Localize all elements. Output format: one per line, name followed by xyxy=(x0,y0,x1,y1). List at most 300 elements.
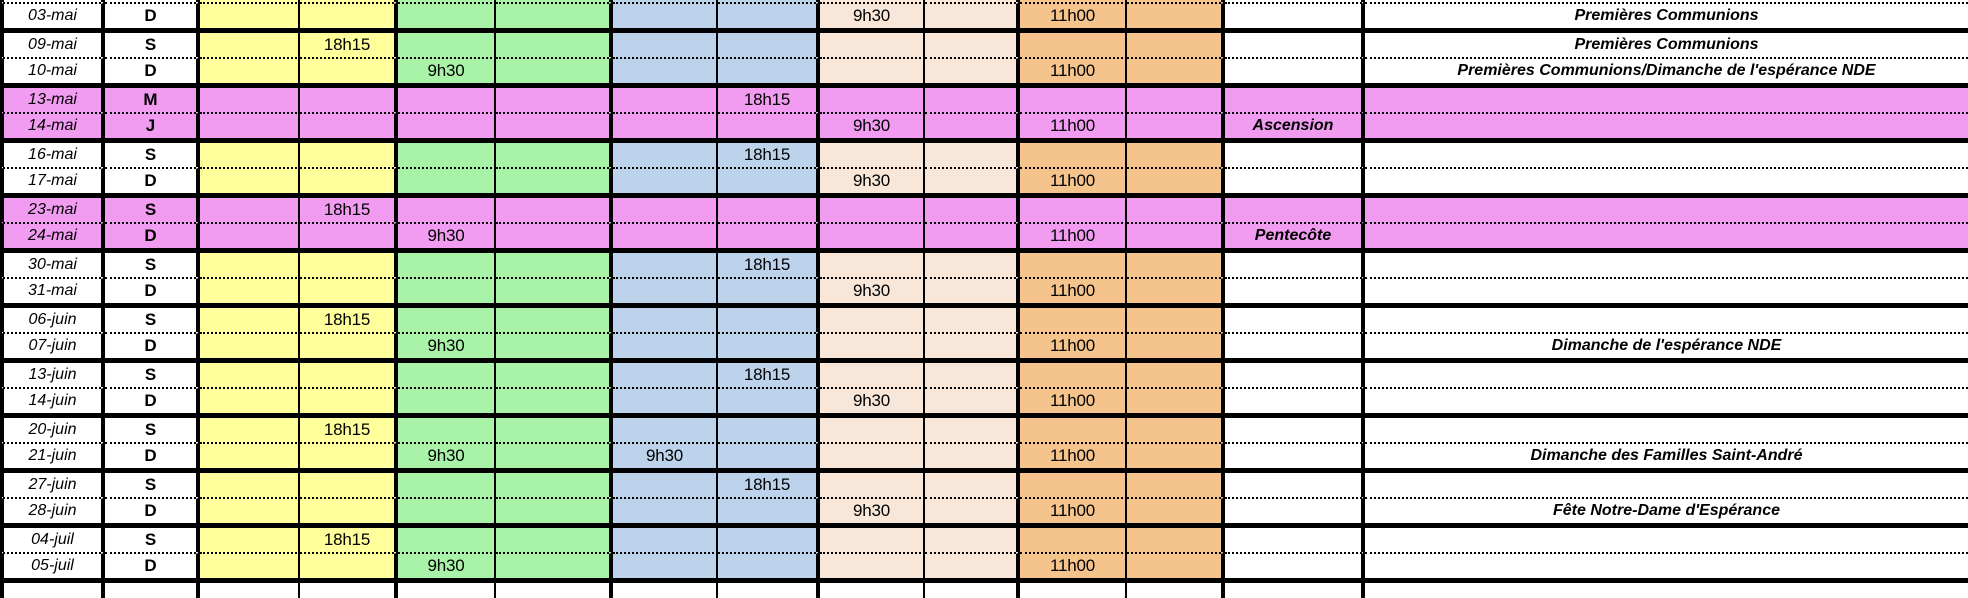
cell-special[interactable] xyxy=(1225,387,1365,413)
cell-slot-4[interactable] xyxy=(496,83,613,112)
cell-event[interactable] xyxy=(1365,552,1968,578)
cell-slot-7[interactable] xyxy=(820,332,925,358)
cell-slot-5[interactable] xyxy=(613,387,718,413)
cell-slot-3[interactable] xyxy=(398,167,496,193)
cell-date[interactable]: 03-mai xyxy=(0,2,105,28)
cell-slot-3[interactable] xyxy=(398,28,496,57)
cell-event[interactable]: Dimanche de l'espérance NDE xyxy=(1365,332,1968,358)
cell-event[interactable] xyxy=(1365,83,1968,112)
cell-slot-5[interactable] xyxy=(613,332,718,358)
cell-date[interactable]: 17-mai xyxy=(0,167,105,193)
cell-slot-5[interactable] xyxy=(613,277,718,303)
cell-slot-9[interactable] xyxy=(1020,248,1127,277)
cell-slot-1[interactable] xyxy=(200,28,300,57)
cell-slot-8[interactable] xyxy=(925,358,1020,387)
cell-slot-4[interactable] xyxy=(496,28,613,57)
cell-slot-4[interactable] xyxy=(496,358,613,387)
cell-special[interactable] xyxy=(1225,358,1365,387)
cell-slot-8[interactable] xyxy=(925,303,1020,332)
cell-slot-9[interactable] xyxy=(1020,193,1127,222)
cell-date[interactable]: 09-mai xyxy=(0,28,105,57)
cell-slot-4[interactable] xyxy=(496,167,613,193)
cell-slot-1[interactable] xyxy=(200,138,300,167)
cell-event[interactable] xyxy=(1365,277,1968,303)
cell-slot-5[interactable] xyxy=(613,413,718,442)
cell-slot-9[interactable] xyxy=(1020,28,1127,57)
cell-slot-1[interactable] xyxy=(200,358,300,387)
cell-slot-8[interactable] xyxy=(925,413,1020,442)
cell-slot-9[interactable]: 11h00 xyxy=(1020,497,1127,523)
cell-slot-6[interactable] xyxy=(718,413,820,442)
cell-slot-10[interactable] xyxy=(1127,83,1225,112)
cell-slot-2[interactable] xyxy=(300,83,398,112)
cell-slot-1[interactable] xyxy=(200,303,300,332)
cell-day[interactable]: S xyxy=(105,248,200,277)
cell-slot-5[interactable]: 9h30 xyxy=(613,442,718,468)
cell-slot-10[interactable] xyxy=(1127,413,1225,442)
cell-slot-4[interactable] xyxy=(496,552,613,578)
cell-slot-8[interactable] xyxy=(925,442,1020,468)
cell-day[interactable]: D xyxy=(105,442,200,468)
cell-slot-3[interactable] xyxy=(398,138,496,167)
cell-slot-7[interactable]: 9h30 xyxy=(820,112,925,138)
cell-special[interactable] xyxy=(1225,442,1365,468)
cell-date[interactable]: 05-juil xyxy=(0,552,105,578)
cell-slot-5[interactable] xyxy=(613,248,718,277)
cell-slot-1[interactable] xyxy=(200,277,300,303)
cell-day[interactable]: S xyxy=(105,468,200,497)
cell-slot-6[interactable] xyxy=(718,387,820,413)
cell-day[interactable]: S xyxy=(105,28,200,57)
cell-slot-6[interactable]: 18h15 xyxy=(718,358,820,387)
cell-slot-7[interactable] xyxy=(820,552,925,578)
cell-special[interactable] xyxy=(1225,497,1365,523)
cell-event[interactable]: Fête Notre-Dame d'Espérance xyxy=(1365,497,1968,523)
cell-slot-7[interactable] xyxy=(820,468,925,497)
cell-slot-3[interactable]: 9h30 xyxy=(398,57,496,83)
cell-slot-3[interactable] xyxy=(398,112,496,138)
cell-slot-5[interactable] xyxy=(613,552,718,578)
cell-event[interactable] xyxy=(1365,468,1968,497)
cell-slot-9[interactable] xyxy=(1020,303,1127,332)
cell-slot-6[interactable] xyxy=(718,277,820,303)
cell-slot-7[interactable] xyxy=(820,138,925,167)
cell-event[interactable] xyxy=(1365,138,1968,167)
cell-slot-10[interactable] xyxy=(1127,552,1225,578)
cell-slot-7[interactable] xyxy=(820,28,925,57)
cell-slot-9[interactable] xyxy=(1020,523,1127,552)
cell-slot-6[interactable] xyxy=(718,167,820,193)
cell-slot-10[interactable] xyxy=(1127,277,1225,303)
cell-slot-6[interactable]: 18h15 xyxy=(718,83,820,112)
cell-slot-5[interactable] xyxy=(613,138,718,167)
cell-slot-2[interactable] xyxy=(300,387,398,413)
cell-slot-8[interactable] xyxy=(925,112,1020,138)
cell-slot-3[interactable] xyxy=(398,358,496,387)
cell-event[interactable] xyxy=(1365,303,1968,332)
cell-day[interactable]: D xyxy=(105,387,200,413)
cell-date[interactable]: 13-mai xyxy=(0,83,105,112)
cell-slot-1[interactable] xyxy=(200,2,300,28)
cell-special[interactable] xyxy=(1225,28,1365,57)
cell-event[interactable] xyxy=(1365,193,1968,222)
cell-slot-2[interactable] xyxy=(300,332,398,358)
cell-slot-8[interactable] xyxy=(925,387,1020,413)
cell-date[interactable]: 21-juin xyxy=(0,442,105,468)
cell-slot-1[interactable] xyxy=(200,112,300,138)
cell-slot-4[interactable] xyxy=(496,222,613,248)
cell-day[interactable]: S xyxy=(105,358,200,387)
cell-day[interactable]: D xyxy=(105,167,200,193)
cell-date[interactable]: 04-juil xyxy=(0,523,105,552)
cell-slot-9[interactable] xyxy=(1020,413,1127,442)
cell-slot-1[interactable] xyxy=(200,497,300,523)
table-row xyxy=(0,193,1968,222)
cell-slot-3[interactable]: 9h30 xyxy=(398,332,496,358)
cell-date[interactable]: 30-mai xyxy=(0,248,105,277)
cell-special[interactable]: Pentecôte xyxy=(1225,222,1365,248)
cell-slot-2[interactable] xyxy=(300,138,398,167)
cell-slot-1[interactable] xyxy=(200,83,300,112)
cell-day[interactable]: D xyxy=(105,2,200,28)
cell-special[interactable] xyxy=(1225,523,1365,552)
cell-slot-1[interactable] xyxy=(200,523,300,552)
cell-slot-4[interactable] xyxy=(496,57,613,83)
cell-slot-10[interactable] xyxy=(1127,497,1225,523)
cell-slot-9[interactable]: 11h00 xyxy=(1020,57,1127,83)
cell-day[interactable]: S xyxy=(105,413,200,442)
cell-slot-2[interactable] xyxy=(300,358,398,387)
cell-day[interactable]: D xyxy=(105,332,200,358)
cell-slot-5[interactable] xyxy=(613,358,718,387)
cell-slot-7[interactable] xyxy=(820,523,925,552)
cell-slot-10[interactable] xyxy=(1127,222,1225,248)
cell-slot-4[interactable] xyxy=(496,387,613,413)
cell-slot-10[interactable] xyxy=(1127,167,1225,193)
cell-slot-3[interactable] xyxy=(398,468,496,497)
cell-slot-5[interactable] xyxy=(613,303,718,332)
cell-slot-7[interactable] xyxy=(820,248,925,277)
cell-slot-6[interactable] xyxy=(718,303,820,332)
cell-slot-6[interactable] xyxy=(718,193,820,222)
cell-day[interactable]: D xyxy=(105,497,200,523)
cell-slot-3[interactable] xyxy=(398,83,496,112)
cell-date[interactable]: 06-juin xyxy=(0,303,105,332)
cell-slot-1[interactable] xyxy=(200,222,300,248)
cell-slot-3[interactable] xyxy=(398,523,496,552)
cell-clipped xyxy=(1365,578,1968,598)
cell-special[interactable] xyxy=(1225,138,1365,167)
cell-slot-9[interactable]: 11h00 xyxy=(1020,112,1127,138)
cell-event[interactable]: Premières Communions xyxy=(1365,2,1968,28)
cell-slot-1[interactable] xyxy=(200,552,300,578)
cell-slot-7[interactable]: 9h30 xyxy=(820,387,925,413)
cell-slot-9[interactable] xyxy=(1020,83,1127,112)
cell-slot-9[interactable]: 11h00 xyxy=(1020,332,1127,358)
cell-date[interactable]: 31-mai xyxy=(0,277,105,303)
cell-slot-5[interactable] xyxy=(613,523,718,552)
cell-slot-7[interactable] xyxy=(820,57,925,83)
cell-event[interactable]: Dimanche des Familles Saint-André xyxy=(1365,442,1968,468)
cell-slot-2[interactable] xyxy=(300,167,398,193)
cell-slot-4[interactable] xyxy=(496,2,613,28)
cell-slot-5[interactable] xyxy=(613,167,718,193)
cell-slot-7[interactable] xyxy=(820,303,925,332)
cell-slot-6[interactable] xyxy=(718,497,820,523)
cell-slot-7[interactable]: 9h30 xyxy=(820,497,925,523)
cell-slot-2[interactable]: 18h15 xyxy=(300,523,398,552)
cell-slot-6[interactable]: 18h15 xyxy=(718,138,820,167)
cell-slot-8[interactable] xyxy=(925,57,1020,83)
cell-slot-7[interactable] xyxy=(820,442,925,468)
cell-slot-4[interactable] xyxy=(496,442,613,468)
cell-slot-3[interactable] xyxy=(398,413,496,442)
cell-slot-10[interactable] xyxy=(1127,2,1225,28)
cell-slot-1[interactable] xyxy=(200,248,300,277)
cell-slot-2[interactable] xyxy=(300,497,398,523)
cell-slot-5[interactable] xyxy=(613,193,718,222)
cell-slot-7[interactable]: 9h30 xyxy=(820,277,925,303)
cell-slot-4[interactable] xyxy=(496,303,613,332)
cell-slot-1[interactable] xyxy=(200,442,300,468)
cell-slot-8[interactable] xyxy=(925,497,1020,523)
cell-date[interactable]: 23-mai xyxy=(0,193,105,222)
cell-slot-9[interactable]: 11h00 xyxy=(1020,222,1127,248)
cell-slot-9[interactable]: 11h00 xyxy=(1020,277,1127,303)
cell-slot-3[interactable] xyxy=(398,248,496,277)
cell-slot-8[interactable] xyxy=(925,468,1020,497)
cell-slot-8[interactable] xyxy=(925,523,1020,552)
cell-special[interactable] xyxy=(1225,2,1365,28)
cell-clipped xyxy=(1020,578,1127,598)
cell-slot-6[interactable] xyxy=(718,28,820,57)
cell-slot-10[interactable] xyxy=(1127,138,1225,167)
cell-slot-10[interactable] xyxy=(1127,332,1225,358)
cell-special[interactable] xyxy=(1225,248,1365,277)
cell-slot-3[interactable] xyxy=(398,387,496,413)
cell-slot-6[interactable] xyxy=(718,523,820,552)
cell-slot-5[interactable] xyxy=(613,83,718,112)
cell-slot-10[interactable] xyxy=(1127,248,1225,277)
cell-slot-3[interactable] xyxy=(398,2,496,28)
cell-date[interactable]: 27-juin xyxy=(0,468,105,497)
cell-slot-8[interactable] xyxy=(925,83,1020,112)
cell-slot-5[interactable] xyxy=(613,2,718,28)
cell-event[interactable]: Premières Communions/Dimanche de l'espérance NDE xyxy=(1365,57,1968,83)
cell-special[interactable] xyxy=(1225,83,1365,112)
cell-slot-2[interactable] xyxy=(300,57,398,83)
cell-slot-2[interactable] xyxy=(300,112,398,138)
cell-slot-8[interactable] xyxy=(925,222,1020,248)
cell-event[interactable] xyxy=(1365,387,1968,413)
cell-slot-6[interactable] xyxy=(718,442,820,468)
cell-slot-6[interactable] xyxy=(718,222,820,248)
cell-slot-8[interactable] xyxy=(925,28,1020,57)
cell-slot-9[interactable]: 11h00 xyxy=(1020,442,1127,468)
cell-slot-5[interactable] xyxy=(613,112,718,138)
cell-slot-10[interactable] xyxy=(1127,442,1225,468)
cell-day[interactable]: S xyxy=(105,193,200,222)
cell-date[interactable]: 10-mai xyxy=(0,57,105,83)
cell-slot-1[interactable] xyxy=(200,332,300,358)
cell-slot-6[interactable] xyxy=(718,332,820,358)
cell-date[interactable]: 14-mai xyxy=(0,112,105,138)
cell-slot-9[interactable]: 11h00 xyxy=(1020,387,1127,413)
cell-date[interactable]: 13-juin xyxy=(0,358,105,387)
cell-slot-1[interactable] xyxy=(200,57,300,83)
cell-slot-9[interactable]: 11h00 xyxy=(1020,552,1127,578)
cell-slot-6[interactable]: 18h15 xyxy=(718,468,820,497)
cell-special[interactable] xyxy=(1225,277,1365,303)
cell-date[interactable]: 14-juin xyxy=(0,387,105,413)
cell-day[interactable]: S xyxy=(105,138,200,167)
cell-slot-2[interactable] xyxy=(300,277,398,303)
cell-slot-2[interactable] xyxy=(300,552,398,578)
cell-date[interactable]: 24-mai xyxy=(0,222,105,248)
cell-slot-8[interactable] xyxy=(925,552,1020,578)
cell-slot-4[interactable] xyxy=(496,248,613,277)
cell-slot-8[interactable] xyxy=(925,2,1020,28)
cell-special[interactable] xyxy=(1225,413,1365,442)
table-row xyxy=(0,332,1968,358)
cell-day[interactable]: D xyxy=(105,57,200,83)
cell-slot-5[interactable] xyxy=(613,497,718,523)
cell-special[interactable]: Ascension xyxy=(1225,112,1365,138)
cell-slot-2[interactable]: 18h15 xyxy=(300,303,398,332)
cell-slot-1[interactable] xyxy=(200,413,300,442)
table-row xyxy=(0,167,1968,193)
cell-special[interactable] xyxy=(1225,552,1365,578)
cell-day[interactable]: M xyxy=(105,83,200,112)
cell-slot-2[interactable]: 18h15 xyxy=(300,193,398,222)
cell-slot-4[interactable] xyxy=(496,193,613,222)
cell-slot-7[interactable] xyxy=(820,222,925,248)
cell-slot-8[interactable] xyxy=(925,332,1020,358)
cell-slot-10[interactable] xyxy=(1127,112,1225,138)
cell-slot-9[interactable] xyxy=(1020,468,1127,497)
cell-slot-10[interactable] xyxy=(1127,193,1225,222)
cell-special[interactable] xyxy=(1225,468,1365,497)
cell-slot-4[interactable] xyxy=(496,468,613,497)
cell-clipped xyxy=(613,578,718,598)
cell-slot-10[interactable] xyxy=(1127,303,1225,332)
cell-slot-6[interactable] xyxy=(718,2,820,28)
cell-day[interactable]: D xyxy=(105,277,200,303)
cell-slot-6[interactable] xyxy=(718,57,820,83)
cell-slot-4[interactable] xyxy=(496,413,613,442)
cell-slot-10[interactable] xyxy=(1127,57,1225,83)
cell-slot-6[interactable] xyxy=(718,112,820,138)
cell-event[interactable] xyxy=(1365,167,1968,193)
cell-slot-7[interactable]: 9h30 xyxy=(820,167,925,193)
cell-slot-1[interactable] xyxy=(200,468,300,497)
cell-event[interactable] xyxy=(1365,413,1968,442)
cell-date[interactable]: 28-juin xyxy=(0,497,105,523)
cell-slot-3[interactable] xyxy=(398,303,496,332)
cell-slot-8[interactable] xyxy=(925,193,1020,222)
cell-slot-3[interactable] xyxy=(398,193,496,222)
cell-event[interactable] xyxy=(1365,523,1968,552)
cell-slot-1[interactable] xyxy=(200,387,300,413)
cell-slot-2[interactable] xyxy=(300,222,398,248)
cell-slot-3[interactable] xyxy=(398,497,496,523)
cell-day[interactable]: D xyxy=(105,552,200,578)
cell-slot-3[interactable]: 9h30 xyxy=(398,222,496,248)
cell-special[interactable] xyxy=(1225,193,1365,222)
cell-slot-9[interactable] xyxy=(1020,358,1127,387)
cell-date[interactable]: 16-mai xyxy=(0,138,105,167)
cell-slot-9[interactable] xyxy=(1020,138,1127,167)
cell-slot-5[interactable] xyxy=(613,28,718,57)
cell-date[interactable]: 20-juin xyxy=(0,413,105,442)
cell-slot-10[interactable] xyxy=(1127,523,1225,552)
cell-slot-5[interactable] xyxy=(613,57,718,83)
cell-slot-4[interactable] xyxy=(496,138,613,167)
cell-slot-3[interactable]: 9h30 xyxy=(398,552,496,578)
cell-slot-8[interactable] xyxy=(925,277,1020,303)
cell-special[interactable] xyxy=(1225,332,1365,358)
cell-slot-7[interactable] xyxy=(820,358,925,387)
cell-day[interactable]: S xyxy=(105,303,200,332)
cell-slot-8[interactable] xyxy=(925,138,1020,167)
cell-slot-2[interactable] xyxy=(300,248,398,277)
cell-slot-2[interactable] xyxy=(300,468,398,497)
cell-slot-9[interactable]: 11h00 xyxy=(1020,167,1127,193)
cell-slot-5[interactable] xyxy=(613,222,718,248)
cell-slot-3[interactable] xyxy=(398,277,496,303)
cell-day[interactable]: J xyxy=(105,112,200,138)
cell-slot-2[interactable] xyxy=(300,2,398,28)
cell-slot-4[interactable] xyxy=(496,112,613,138)
cell-slot-1[interactable] xyxy=(200,167,300,193)
cell-slot-10[interactable] xyxy=(1127,387,1225,413)
cell-slot-7[interactable] xyxy=(820,193,925,222)
cell-slot-10[interactable] xyxy=(1127,468,1225,497)
cell-slot-7[interactable]: 9h30 xyxy=(820,2,925,28)
cell-special[interactable] xyxy=(1225,57,1365,83)
cell-slot-2[interactable]: 18h15 xyxy=(300,28,398,57)
cell-slot-8[interactable] xyxy=(925,248,1020,277)
cell-slot-10[interactable] xyxy=(1127,28,1225,57)
cell-slot-2[interactable] xyxy=(300,442,398,468)
cell-event[interactable]: Premières Communions xyxy=(1365,28,1968,57)
cell-slot-4[interactable] xyxy=(496,332,613,358)
cell-slot-3[interactable]: 9h30 xyxy=(398,442,496,468)
cell-slot-4[interactable] xyxy=(496,277,613,303)
cell-slot-7[interactable] xyxy=(820,83,925,112)
cell-event[interactable] xyxy=(1365,358,1968,387)
cell-slot-4[interactable] xyxy=(496,523,613,552)
cell-slot-1[interactable] xyxy=(200,193,300,222)
cell-slot-6[interactable] xyxy=(718,552,820,578)
cell-slot-6[interactable]: 18h15 xyxy=(718,248,820,277)
cell-special[interactable] xyxy=(1225,167,1365,193)
cell-special[interactable] xyxy=(1225,303,1365,332)
cell-day[interactable]: D xyxy=(105,222,200,248)
cell-slot-2[interactable]: 18h15 xyxy=(300,413,398,442)
cell-event[interactable] xyxy=(1365,222,1968,248)
cell-slot-9[interactable]: 11h00 xyxy=(1020,2,1127,28)
cell-date[interactable]: 07-juin xyxy=(0,332,105,358)
cell-slot-10[interactable] xyxy=(1127,358,1225,387)
cell-slot-7[interactable] xyxy=(820,413,925,442)
cell-slot-5[interactable] xyxy=(613,468,718,497)
cell-slot-4[interactable] xyxy=(496,497,613,523)
cell-event[interactable] xyxy=(1365,112,1968,138)
cell-slot-8[interactable] xyxy=(925,167,1020,193)
cell-event[interactable] xyxy=(1365,248,1968,277)
cell-day[interactable]: S xyxy=(105,523,200,552)
